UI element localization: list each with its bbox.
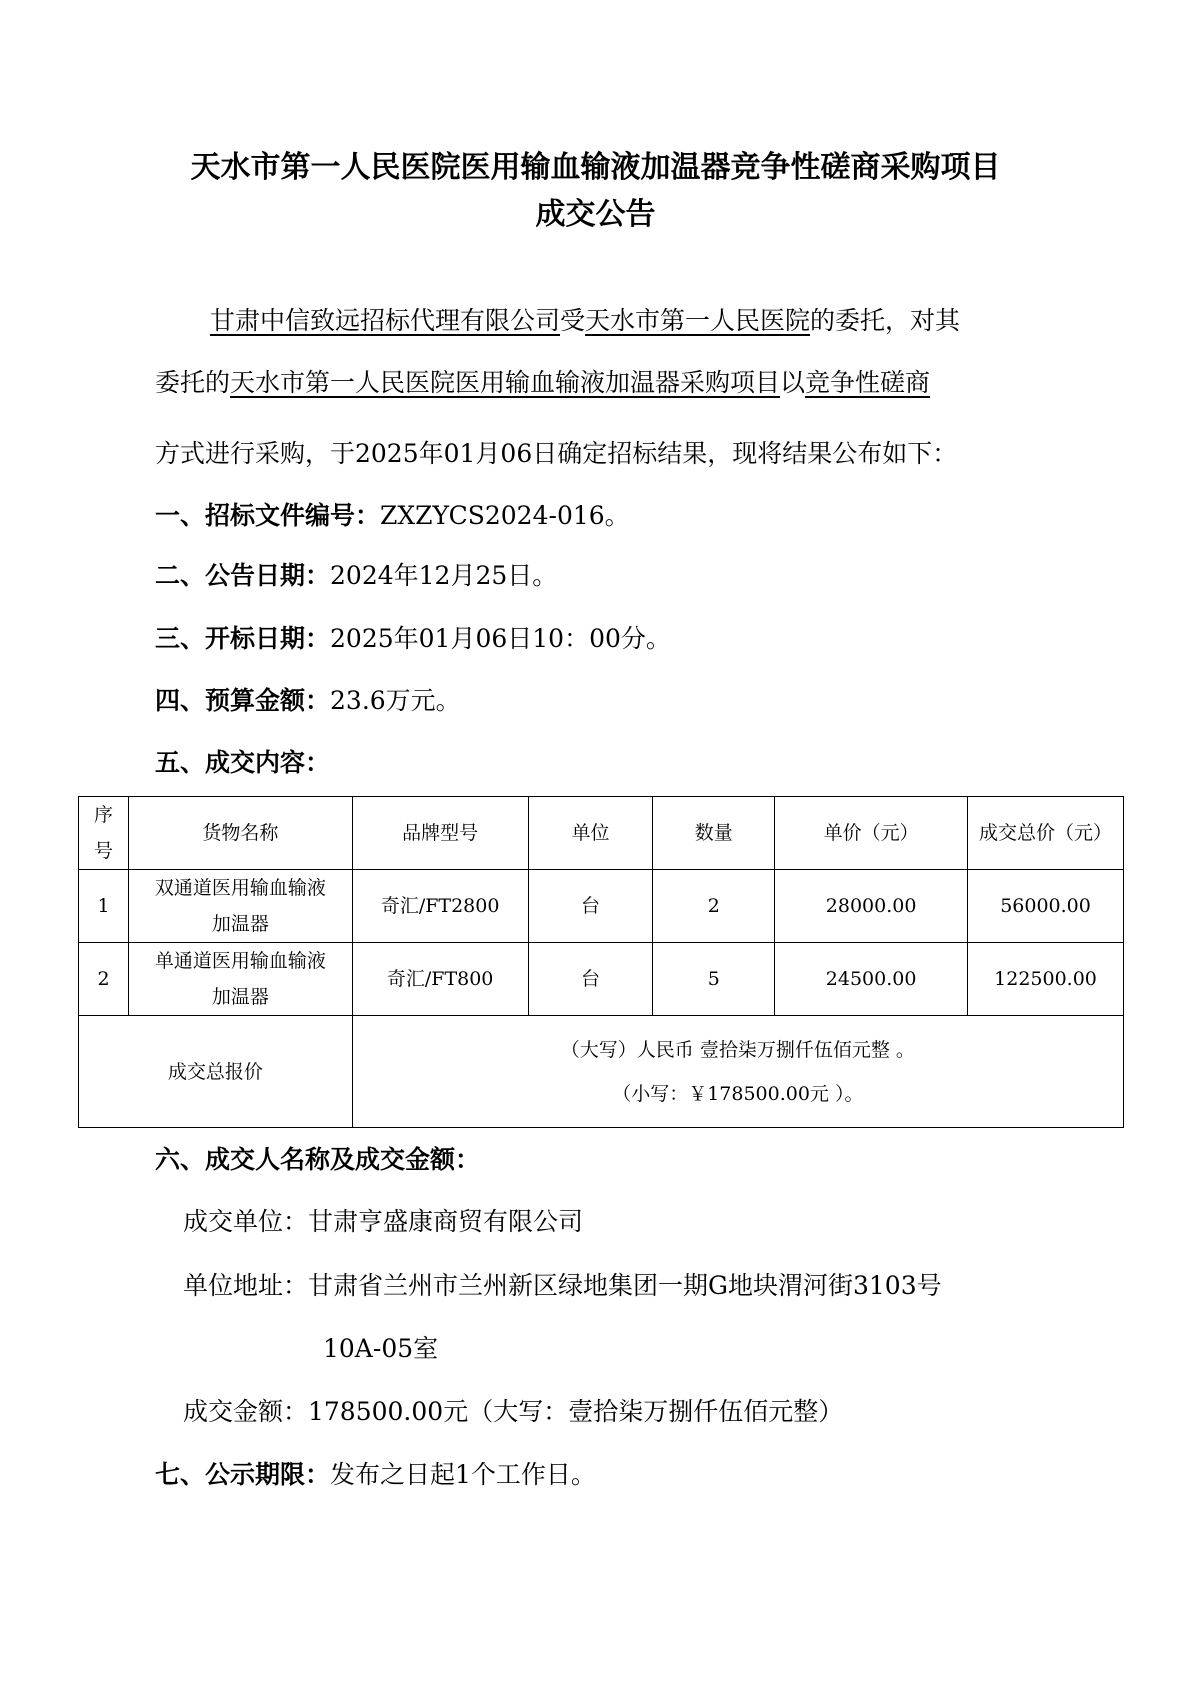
table-total-row xyxy=(79,1016,1124,1128)
header-no: 序号 xyxy=(79,797,129,870)
row-brand: 奇汇/FT800 xyxy=(352,943,528,1016)
row-qty: 2 xyxy=(653,870,775,943)
row-qty: 5 xyxy=(653,943,775,1016)
budget-amount: 23.6万元。 xyxy=(330,686,461,715)
doc-subtitle: 成交公告 xyxy=(535,197,656,232)
header-qty: 数量 xyxy=(653,797,775,870)
section-6 xyxy=(155,1146,480,1174)
table-row xyxy=(79,870,1124,943)
total-price-label: 成交总报价 xyxy=(79,1016,353,1128)
total-price-value xyxy=(352,1016,1123,1128)
doc-title: 天水市第一人民医院医用输血输液加温器竞争性磋商采购项目 xyxy=(190,150,1001,185)
section-5-label: 五、成交内容： xyxy=(155,748,331,777)
intro-line-2 xyxy=(155,369,930,397)
publicity-period: 发布之日起1个工作日。 xyxy=(330,1460,596,1489)
total-lower: （小写：￥178500.00元 ）。 xyxy=(612,1082,864,1105)
procurement-method: 竞争性磋商 xyxy=(805,368,931,397)
total-upper: （大写）人民币 壹拾柒万捌仟伍佰元整 。 xyxy=(560,1038,915,1061)
opening-date: 2025年01月06日10：00分。 xyxy=(330,624,671,653)
row-name: 单通道医用输血输液加温器 xyxy=(128,943,352,1016)
table-row xyxy=(79,943,1124,1016)
row-price: 28000.00 xyxy=(775,870,968,943)
winner-amount: 成交金额：178500.00元（大写：壹拾柒万捌仟伍佰元整） xyxy=(183,1397,844,1426)
header-price: 单价（元） xyxy=(775,797,968,870)
section-3-label: 三、开标日期： xyxy=(155,624,331,653)
winner-address: 单位地址：甘肃省兰州市兰州新区绿地集团一期G地块渭河街3103号 xyxy=(183,1271,942,1300)
row-price: 24500.00 xyxy=(775,943,968,1016)
tender-number: ZXZYCS2024-016。 xyxy=(380,501,630,530)
winner-address-cont: 10A-05室 xyxy=(323,1334,439,1363)
section-1-label: 一、招标文件编号： xyxy=(155,501,381,530)
intro-text-a: 受 xyxy=(560,306,586,335)
agent-name: 甘肃中信致远招标代理有限公司 xyxy=(210,306,561,335)
section-7-label: 七、公示期限： xyxy=(155,1460,331,1489)
header-brand: 品牌型号 xyxy=(352,797,528,870)
row-brand: 奇汇/FT2800 xyxy=(352,870,528,943)
section-3 xyxy=(155,625,671,653)
intro-text-d: 以 xyxy=(780,368,806,397)
table-header-row xyxy=(79,797,1124,870)
row-total: 122500.00 xyxy=(968,943,1124,1016)
row-total: 56000.00 xyxy=(968,870,1124,943)
section-2 xyxy=(155,562,557,590)
announce-date: 2024年12月25日。 xyxy=(330,561,558,590)
row-unit: 台 xyxy=(528,870,653,943)
row-no: 1 xyxy=(79,870,129,943)
header-unit: 单位 xyxy=(528,797,653,870)
row-no: 2 xyxy=(79,943,129,1016)
header-name: 货物名称 xyxy=(128,797,352,870)
row-unit: 台 xyxy=(528,943,653,1016)
section-6-label: 六、成交人名称及成交金额： xyxy=(155,1145,481,1174)
intro-line-3: 方式进行采购，于2025年01月06日确定招标结果，现将结果公布如下： xyxy=(155,439,958,468)
intro-line-1 xyxy=(210,307,960,335)
intro-text-b: 的委托，对其 xyxy=(810,306,961,335)
purchaser-name: 天水市第一人民医院 xyxy=(585,306,811,335)
row-name: 双通道医用输血输液加温器 xyxy=(128,870,352,943)
winner-unit: 成交单位：甘肃亨盛康商贸有限公司 xyxy=(183,1207,584,1236)
section-7 xyxy=(155,1461,596,1489)
section-4-label: 四、预算金额： xyxy=(155,686,331,715)
section-5 xyxy=(155,749,330,777)
project-name: 天水市第一人民医院医用输血输液加温器采购项目 xyxy=(230,368,781,397)
section-2-label: 二、公告日期： xyxy=(155,561,331,590)
section-1 xyxy=(155,502,630,530)
section-4 xyxy=(155,687,461,715)
header-total: 成交总价（元） xyxy=(968,797,1124,870)
intro-text-c: 委托的 xyxy=(155,368,231,397)
award-table xyxy=(78,796,1124,1128)
